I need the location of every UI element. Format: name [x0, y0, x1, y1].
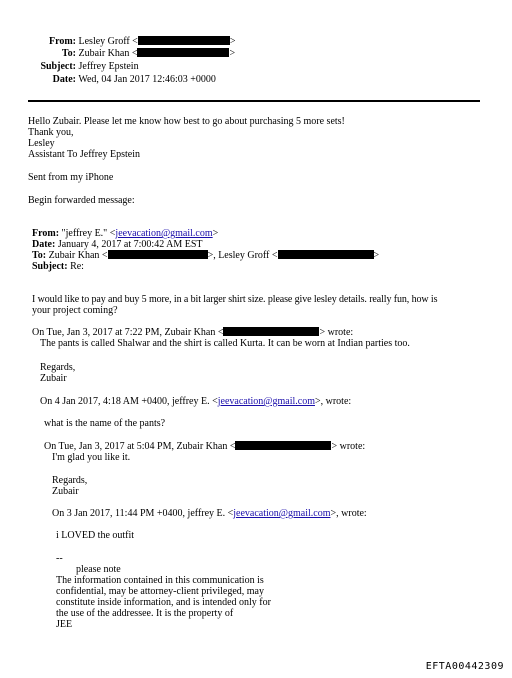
fwd-date: Date: January 4, 2017 at 7:00:42 AM EST [32, 239, 203, 250]
msg-line: Regards, [40, 362, 76, 373]
signature-line: the use of the addressee. It is the property of [56, 608, 234, 619]
header-date: Date: Wed, 04 Jan 2017 12:46:03 +0000 [52, 74, 216, 85]
quote-email-link[interactable]: jeevacation@gmail.com [233, 508, 331, 519]
header-from-name: Lesley Groff < [78, 36, 138, 47]
signature-line: JEE [56, 619, 73, 630]
msg-line: i LOVED the outfit [56, 530, 135, 541]
quote-header: On Tue, Jan 3, 2017 at 7:22 PM, Zubair Khan < > wrote: [32, 327, 354, 338]
sent-from: Sent from my iPhone [28, 172, 114, 183]
redaction-box [137, 48, 229, 57]
body-line: Hello Zubair. Please let me know how best to go about purchasing 5 more sets! [28, 116, 345, 127]
header-to-name: Zubair Khan < [78, 48, 138, 59]
msg-line: Regards, [52, 475, 88, 486]
header-from: From: Lesley Groff < > [48, 36, 236, 47]
body-line: Lesley [28, 138, 55, 149]
quote-header: On Tue, Jan 3, 2017 at 5:04 PM, Zubair Khan < > wrote: [44, 441, 366, 452]
msg-line: your project coming? [32, 305, 118, 316]
header-subject: Subject: Jeffrey Epstein [40, 61, 139, 72]
redaction-box [278, 250, 374, 259]
fwd-subject: Subject: Re: [32, 261, 84, 272]
signature-line: confidential, may be attorney-client privileged, may [56, 586, 264, 597]
redaction-box [235, 441, 331, 450]
quote-header: On 3 Jan 2017, 11:44 PM +0400, jeffrey E. <jeevacation@gmail.com>, wrote: [52, 508, 367, 519]
fwd-from: From: "jeffrey E." <jeevacation@gmail.com> [32, 228, 219, 239]
body-line: Assistant To Jeffrey Epstein [28, 149, 140, 160]
msg-line: what is the name of the pants? [44, 418, 166, 429]
redaction-box [223, 327, 319, 336]
begin-forwarded: Begin forwarded message: [28, 195, 135, 206]
document-id: EFTA00442309 [425, 661, 504, 672]
redaction-box [108, 250, 208, 259]
msg-line: Zubair [40, 373, 67, 384]
header-to: To: Zubair Khan < > [61, 48, 236, 59]
fwd-to: To: Zubair Khan < >, Lesley Groff < > [32, 250, 380, 261]
signature-dash: -- [56, 553, 63, 564]
header-divider [28, 100, 480, 102]
fwd-from-email-link[interactable]: jeevacation@gmail.com [115, 228, 213, 239]
header-subject-text: Jeffrey Epstein [78, 61, 139, 72]
msg-line: I would like to pay and buy 5 more, in a bit larger shirt size. please give lesley details. really fun, how is [32, 294, 438, 305]
quote-email-link[interactable]: jeevacation@gmail.com [217, 396, 315, 407]
header-date-text: Wed, 04 Jan 2017 12:46:03 +0000 [78, 74, 216, 85]
signature-line: The information contained in this communication is [56, 575, 264, 586]
body-line: Thank you, [28, 127, 74, 138]
msg-line: The pants is called Shalwar and the shirt is called Kurta. It can be worn at Indian parties too. [40, 338, 410, 349]
msg-line: Zubair [52, 486, 79, 497]
signature-line: constitute inside information, and is intended only for [56, 597, 271, 608]
quote-header: On 4 Jan 2017, 4:18 AM +0400, jeffrey E. <jeevacation@gmail.com>, wrote: [40, 396, 352, 407]
msg-line: I'm glad you like it. [52, 452, 131, 463]
redaction-box [138, 36, 230, 45]
signature-line: please note [76, 564, 121, 575]
